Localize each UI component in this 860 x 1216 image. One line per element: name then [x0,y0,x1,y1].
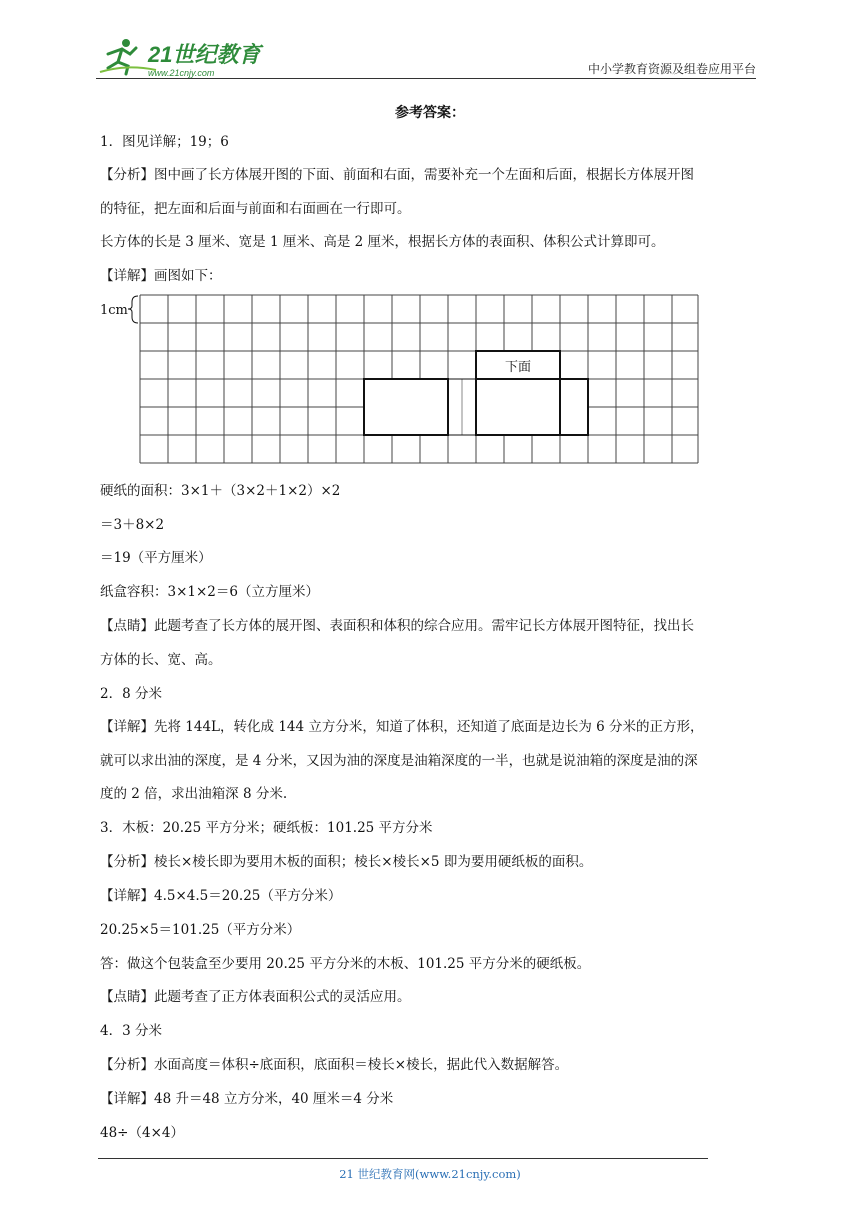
text-line: 的特征，把左面和后面与前面和右面画在一行即可。 [100,201,411,217]
runner-logo-icon [96,34,266,80]
header-divider [96,78,756,79]
footer-divider [98,1158,708,1159]
text-line: 3．木板：20.25 平方分米；硬纸板：101.25 平方分米 [100,820,433,836]
text-line: 48÷（4×4） [100,1125,184,1141]
text-line: 【详解】4.5×4.5＝20.25（平方分米） [100,888,342,904]
bottom-face-label: 下面 [504,360,532,375]
scale-label: 1cm [100,303,128,318]
text-line: 【分析】棱长×棱长即为要用木板的面积；棱长×棱长×5 即为要用硬纸板的面积。 [100,854,593,870]
text-line: ＝19（平方厘米） [100,550,212,566]
text-line: 答：做这个包装盒至少要用 20.25 平方分米的木板、101.25 平方分米的硬纸板。 [100,956,591,972]
text-line: 纸盒容积：3×1×2＝6（立方厘米） [100,584,319,600]
text-line: 【分析】图中画了长方体展开图的下面、前面和右面，需要补充一个左面和后面，根据长方体展开图 [100,167,694,183]
text-line: 1．图见详解；19；6 [100,134,229,150]
text-line: 【详解】画图如下： [100,268,222,284]
text-line: 4．3 分米 [100,1023,162,1039]
text-line: 【点睛】此题考查了长方体的展开图、表面积和体积的综合应用。需牢记长方体展开图特征，找出长 [100,618,694,634]
svg-text:www.21cnjy.com: www.21cnjy.com [148,68,215,78]
text-line: 度的 2 倍，求出油箱深 8 分米. [100,786,288,802]
text-line: 2．8 分米 [100,686,162,702]
text-line: ＝3＋8×2 [100,517,165,533]
platform-name: 中小学教育资源及组卷应用平台 [587,62,756,76]
text-line: 长方体的长是 3 厘米、宽是 1 厘米、高是 2 厘米，根据长方体的表面积、体积公式计算即可。 [100,234,665,250]
text-line: 硬纸的面积：3×1＋（3×2＋1×2）×2 [100,483,341,499]
text-line: 就可以求出油的深度，是 4 分米，又因为油的深度是油箱深度的一半，也就是说油箱的深度是油的深 [100,753,698,769]
site-logo [96,34,266,80]
text-line: 【详解】48 升＝48 立方分米，40 厘米＝4 分米 [100,1091,394,1107]
text-line: 【点睛】此题考查了正方体表面积公式的灵活应用。 [100,989,411,1005]
text-line: 【分析】水面高度＝体积÷底面积，底面积＝棱长×棱长，据此代入数据解答。 [100,1057,569,1073]
svg-text:21世纪教育: 21世纪教育 [148,42,261,67]
cuboid-net-figure [98,292,702,468]
footer-text: 21 世纪教育网(www.21cnjy.com) [339,1167,521,1181]
text-line: 【详解】先将 144L，转化成 144 立方分米，知道了体积，还知道了底面是边长为 6 分米的正方形， [100,719,704,735]
brace-icon [128,296,138,323]
text-line: 方体的长、宽、高。 [100,652,222,668]
page-title: 参考答案： [395,105,465,121]
text-line: 20.25×5＝101.25（平方分米） [100,922,301,938]
